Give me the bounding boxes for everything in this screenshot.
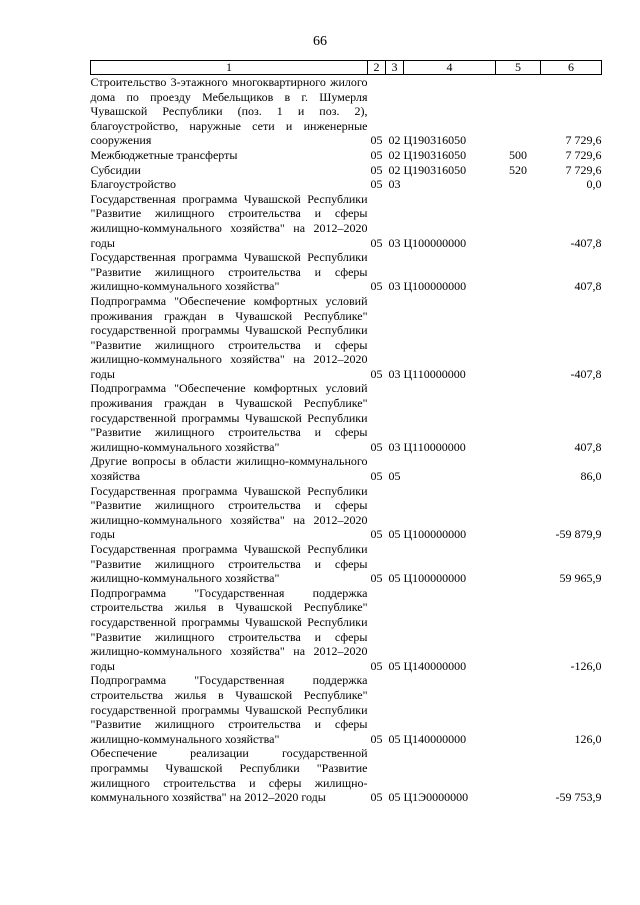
row-section: 05 xyxy=(370,658,383,673)
row-subsection: 05 xyxy=(388,790,401,805)
row-section: 05 xyxy=(370,439,383,454)
row-section: 05 xyxy=(370,731,383,746)
row-target-article: Ц1Э0000000 xyxy=(403,790,469,805)
table-row xyxy=(91,746,602,804)
row-amount: 7 729,6 xyxy=(565,147,602,162)
row-subsection: 02 xyxy=(388,133,401,148)
table-row xyxy=(91,484,602,542)
row-target-article: Ц140000000 xyxy=(403,658,467,673)
row-target-article: Ц190316050 xyxy=(403,147,467,162)
row-amount: 126,0 xyxy=(574,731,602,746)
row-name: Обеспечение реализации государственной программы Чувашской Республики "Развитие жилищного строительства и сферы жилищно-коммунального хозяйства" на 2012–2020 годы xyxy=(90,746,368,805)
row-target-article xyxy=(404,177,496,192)
row-section: 05 xyxy=(370,162,383,177)
row-amount: -407,8 xyxy=(570,366,602,381)
page-number: 66 xyxy=(313,34,327,49)
row-expense-type xyxy=(496,294,541,382)
row-expense-type xyxy=(496,192,541,250)
row-expense-type xyxy=(496,381,541,454)
row-section: 05 xyxy=(370,279,383,294)
row-subsection: 03 xyxy=(388,439,401,454)
row-name: Подпрограмма "Обеспечение комфортных условий проживания граждан в Чувашской Республике" государственной программы Чувашской Республики "Развитие жилищного строительства и сферы жилищно-коммунального хозяйства" xyxy=(90,381,368,454)
row-name: Государственная программа Чувашской Республики "Развитие жилищного строительства и сферы жилищно-коммунального хозяйства" xyxy=(90,250,368,294)
table-row xyxy=(91,542,602,586)
row-name: Государственная программа Чувашской Республики "Развитие жилищного строительства и сферы жилищно-коммунального хозяйства" на 2012–2020 годы xyxy=(90,191,368,250)
column-header-amount: 6 xyxy=(541,61,602,75)
row-name: Субсидии xyxy=(90,162,141,177)
column-header-subsection: 3 xyxy=(386,61,404,75)
row-expense-type xyxy=(496,542,541,586)
row-subsection: 05 xyxy=(388,731,401,746)
column-header-section: 2 xyxy=(368,61,386,75)
row-amount: -407,8 xyxy=(570,235,602,250)
row-subsection: 03 xyxy=(388,279,401,294)
row-amount: 7 729,6 xyxy=(565,133,602,148)
row-amount: 86,0 xyxy=(580,469,602,484)
row-section: 05 xyxy=(370,133,383,148)
row-expense-type xyxy=(496,75,541,148)
table-row xyxy=(91,148,602,163)
row-target-article: Ц110000000 xyxy=(403,439,466,454)
row-section: 05 xyxy=(370,366,383,381)
table-row xyxy=(91,250,602,294)
row-amount: 59 965,9 xyxy=(559,571,602,586)
row-section: 05 xyxy=(370,571,383,586)
row-expense-type xyxy=(496,586,541,674)
row-amount: -126,0 xyxy=(570,658,602,673)
column-header-name: 1 xyxy=(91,61,368,75)
row-expense-type xyxy=(496,177,541,192)
row-amount: 407,8 xyxy=(574,439,602,454)
table-row xyxy=(91,163,602,178)
row-subsection: 03 xyxy=(388,235,401,250)
row-section: 05 xyxy=(370,147,383,162)
row-name: Подпрограмма "Государственная поддержка строительства жилья в Чувашской Республике" государственной программы Чувашской Республики "Развитие жилищного строительства и сферы жилищно-коммунального хозяйства" xyxy=(90,673,368,746)
row-section: 05 xyxy=(370,235,383,250)
row-expense-type xyxy=(496,454,541,483)
table-row xyxy=(91,177,602,192)
table-row xyxy=(91,673,602,746)
row-amount: -59 753,9 xyxy=(555,790,602,805)
row-expense-type xyxy=(496,250,541,294)
row-name: Другие вопросы в области жилищно-коммунального хозяйства xyxy=(90,454,368,484)
row-name: Межбюджетные трансферты xyxy=(90,147,238,162)
row-section: 05 xyxy=(370,790,383,805)
table-row xyxy=(91,294,602,382)
row-subsection: 05 xyxy=(388,658,401,673)
row-section: 05 xyxy=(370,527,383,542)
row-name: Государственная программа Чувашской Республики "Развитие жилищного строительства и сферы жилищно-коммунального хозяйства" на 2012–2020 годы xyxy=(90,483,368,542)
row-target-article: Ц100000000 xyxy=(403,571,467,586)
row-name: Подпрограмма "Государственная поддержка строительства жилья в Чувашской Республике" государственной программы Чувашской Республики "Развитие жилищного строительства и сферы жилищно-коммунального хозяйства" на 2012–2020 годы xyxy=(90,585,368,673)
table-row xyxy=(91,586,602,674)
row-expense-type: 520 xyxy=(509,162,527,177)
row-name: Государственная программа Чувашской Республики "Развитие жилищного строительства и сферы жилищно-коммунального хозяйства" xyxy=(90,542,368,586)
table-header-row xyxy=(91,61,602,75)
row-target-article: Ц190316050 xyxy=(403,133,467,148)
budget-table xyxy=(90,60,602,805)
row-target-article: Ц140000000 xyxy=(403,731,467,746)
row-subsection: 03 xyxy=(388,366,401,381)
row-subsection: 02 xyxy=(388,162,401,177)
row-expense-type xyxy=(496,746,541,804)
table-row xyxy=(91,192,602,250)
row-target-article xyxy=(404,454,496,483)
row-expense-type xyxy=(496,673,541,746)
row-section: 05 xyxy=(370,469,383,484)
row-subsection: 05 xyxy=(388,469,401,484)
row-expense-type xyxy=(496,484,541,542)
column-header-target-article: 4 xyxy=(404,61,496,75)
row-subsection: 03 xyxy=(388,177,401,192)
table-row xyxy=(91,381,602,454)
row-target-article: Ц190316050 xyxy=(403,162,467,177)
row-subsection: 05 xyxy=(388,571,401,586)
row-amount: 7 729,6 xyxy=(565,162,602,177)
row-expense-type: 500 xyxy=(509,147,527,162)
row-target-article: Ц100000000 xyxy=(403,279,467,294)
row-name: Строительство 3-этажного многоквартирного жилого дома по проезду Мебельщиков в г. Шумерля Чувашской Республики (поз. 1 и поз. 2), благоустройство, наружные сети и инженерные сооружения xyxy=(90,75,368,148)
row-name: Подпрограмма "Обеспечение комфортных условий проживания граждан в Чувашской Республике" государственной программы Чувашской Республики "Развитие жилищного строительства и сферы жилищно-коммунального хозяйства" на 2012–2020 годы xyxy=(90,293,368,381)
row-subsection: 05 xyxy=(388,527,401,542)
table-row xyxy=(91,75,602,148)
row-amount: 0,0 xyxy=(586,177,602,192)
row-target-article: Ц100000000 xyxy=(403,527,467,542)
row-amount: -59 879,9 xyxy=(555,527,602,542)
row-target-article: Ц100000000 xyxy=(403,235,467,250)
row-name: Благоустройство xyxy=(90,177,177,192)
table-row xyxy=(91,454,602,483)
row-section: 05 xyxy=(370,177,383,192)
row-amount: 407,8 xyxy=(574,279,602,294)
column-header-expense-type: 5 xyxy=(496,61,541,75)
row-target-article: Ц110000000 xyxy=(403,366,466,381)
row-subsection: 02 xyxy=(388,147,401,162)
